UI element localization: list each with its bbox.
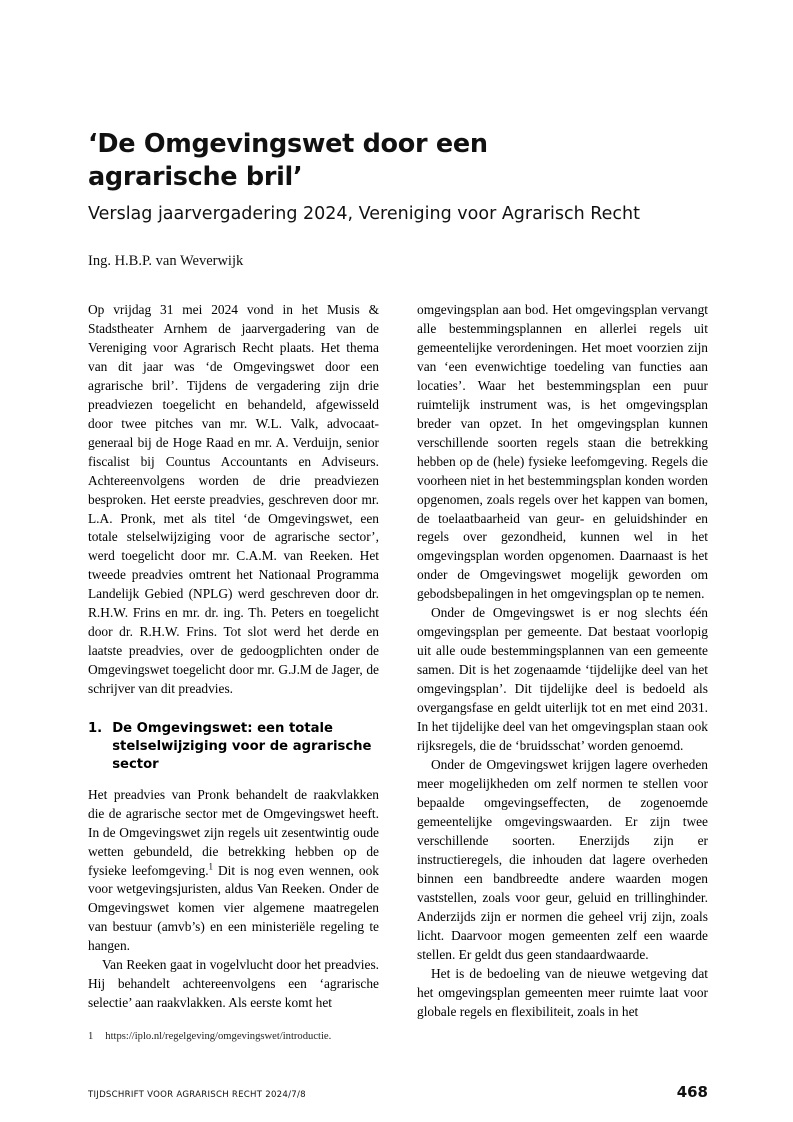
page-title: ‘De Omgevingswet door een agrarische bril’: [88, 129, 488, 192]
paragraph: Het is de bedoeling van de nieuwe wetgeving dat het omgevingsplan gemeenten meer ruimte laat voor globale regels en flexibiliteit, zoals in het: [417, 965, 708, 1019]
article-content: [88, 128, 708, 1022]
section-title: De Omgevingswet: een totale stelselwijziging voor de agrarische sector: [112, 721, 372, 772]
journal-name: TIJDSCHRIFT VOOR AGRARISCH RECHT 2024/7/8: [88, 1090, 306, 1100]
footnote-text: https://iplo.nl/regelgeving/omgevingswet/introductie.: [105, 1031, 332, 1042]
article-author: Ing. H.B.P. van Weverwijk: [88, 253, 244, 269]
footnote-number: 1: [88, 1031, 94, 1042]
paragraph: Onder de Omgevingswet krijgen lagere overheden meer mogelijkheden om zelf normen te stellen voor bepaalde omgevingseffecten, de zogenoemde gemeentelijke omgevingswaarden. Er zijn twee verschillende soorten. Enerzijds zijn er instructieregels, die inhouden dat lagere overheden binnen een bandbreedte andere waarden mogen vaststellen, zoals voor geur, geluid en trillinghinder. Anderzijds zijn er normen die geheel vrij zijn, zoals licht. Daarvoor mogen gemeenten zelf een waarde stellen. Er geldt dus geen standaardwaarde.: [417, 757, 708, 962]
paragraph: Van Reeken gaat in vogelvlucht door het preadvies. Hij behandelt achtereenvolgens een ‘agrarische selectie’ aan raakvlakken. Als eerste komt het: [88, 957, 379, 1011]
article-subtitle: Verslag jaarvergadering 2024, Vereniging voor Agrarisch Recht: [88, 204, 640, 225]
section-heading: [88, 720, 379, 773]
right-column: [417, 301, 708, 1022]
paragraph: Onder de Omgevingswet is er nog slechts één omgevingsplan per gemeente. Dat bestaat voorlopig uit alle oude bestemmingsplannen van een gemeente samen. Dit is het zogenaamde ‘tijdelijke deel van het omgevingsplan’. Dit tijdelijke deel is bedoeld als overgangsfase en geldt uiterlijk tot en met eind 2031. In het tijdelijke deel van het omgevingsplan staan ook rijksregels, die de ‘bruidsschat’ worden genoemd.: [417, 605, 708, 754]
paragraph: Op vrijdag 31 mei 2024 vond in het Musis & Stadstheater Arnhem de jaarvergadering van de Vereniging voor Agrarisch Recht plaats. Het thema van dit jaar was ‘de Omgevingswet door een agrarische bril’. Tijdens de vergadering zijn drie preadviezen toegelicht en behandeld, afgewisseld door twee pitches van mr. W.L. Valk, advocaat-generaal bij de Hoge Raad en mr. A. Verduijn, senior fiscalist bij Countus Accountants en Adviseurs. Achtereenvolgens worden de drie preadviezen besproken. Het eerste preadvies, geschreven door mr. L.A. Pronk, met als titel ‘de Omgevingswet, een totale stelselwijziging voor de agrarische sector’, werd toegelicht door mr. C.A.M. van Reeken. Het tweede preadvies omtrent het Nationaal Programma Landelijk Gebied (NPLG) werd geschreven door dr. R.H.W. Frins en mr. dr. ing. Th. Peters en toegelicht door dr. R.H.W. Frins. Tot slot werd het derde en laatste preadvies, over de gedoogplichten onder de Omgevingswet toegelicht door mr. G.J.M de Jager, de schrijver van dit preadvies.: [88, 301, 379, 697]
footnote: [88, 1030, 508, 1044]
page-footer: [88, 1083, 708, 1101]
section-number: 1.: [88, 721, 103, 737]
left-column: [88, 301, 379, 1022]
page-number: 468: [676, 1083, 708, 1101]
paragraph: Het preadvies van Pronk behandelt de raakvlakken die de agrarische sector met de Omgevingswet heeft. In de Omgevingswet zijn regels uit zesentwintig oude wetten gebundeld, die betrekking hebben op de fysieke leefomgeving.$^1$ Dit is nog even wennen, ook voor wetgevingsjuristen, aldus Van Reeken. Onder de Omgevingswet komen vier algemene maatregelen van bestuur (amvb’s) en een ministeriële regeling te hangen.: [88, 786, 379, 954]
paragraph: omgevingsplan aan bod. Het omgevingsplan vervangt alle bestemmingsplannen en allerlei regels uit gemeentelijke verordeningen. Het moet voorzien zijn van ‘een evenwichtige toedeling van functies aan locaties’. Waar het bestemmingsplan een puur ruimtelijk instrument was, is het omgevingsplan breder van opzet. In het omgevingsplan kunnen verschillende soorten regels staan die betrekking hebben op de (hele) fysieke leefomgeving. Regels die voorheen niet in het bestemmingsplan konden worden opgenomen, zoals regels over het kappen van bomen, de toelaatbaarheid van geur- en geluidshinder en regels over gezondheid, kunnen wel in het omgevingsplan worden opgenomen. Daarnaast is het onder de Omgevingswet mogelijk geworden om gebodsbepalingen in het omgevingsplan op te nemen.: [417, 301, 708, 602]
article-columns: [88, 301, 708, 1022]
